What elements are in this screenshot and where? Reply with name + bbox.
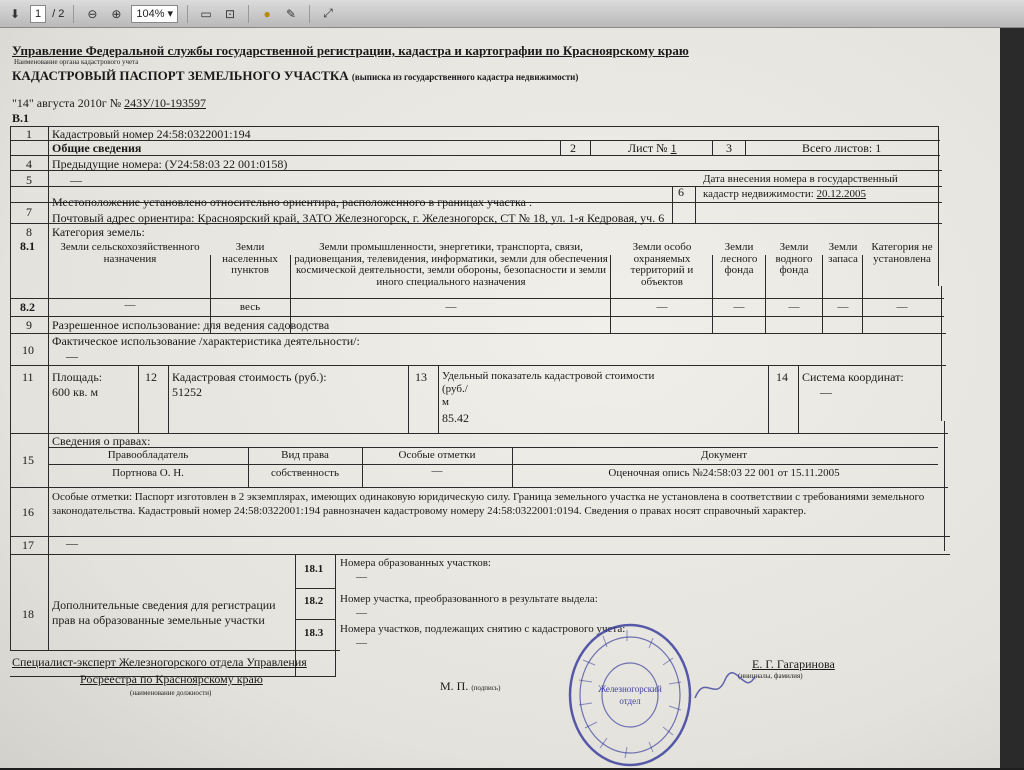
deregistered-plots-label: Номера участков, подлежащих снятию с кадастрового учета: [340, 623, 626, 635]
toolbar-divider [309, 5, 310, 23]
document-page [0, 28, 1000, 768]
signer-position: Специалист-эксперт Железногорского отдела Управления [12, 655, 307, 669]
zoom-level: 104% [136, 7, 165, 20]
grid-line [362, 447, 363, 487]
signer-name: Е. Г. Гагаринова [752, 657, 835, 671]
toolbar-divider [187, 5, 188, 23]
row-number: 17 [22, 538, 34, 552]
grid-line [10, 126, 11, 650]
page-current: 1 [35, 7, 42, 20]
grid-line [248, 447, 249, 487]
sheet-box-2: 2 [570, 141, 576, 155]
org-name: Управление Федеральной службы государственной регистрации, кадастра и картографии по Красноярскому краю [12, 43, 689, 58]
rights-header: Особые отметки [398, 449, 476, 461]
area-value: 600 кв. м [52, 385, 99, 399]
grid-line [745, 140, 746, 155]
plus-icon[interactable]: ⊕ [111, 6, 122, 21]
row-number: 13 [415, 370, 427, 384]
window-edge [1000, 28, 1024, 768]
grid-line [10, 433, 948, 434]
cadastral-number: Кадастровый номер 24:58:0322001:194 [52, 127, 251, 141]
category-header: Земли населенных пунктов [222, 241, 278, 277]
issue-date: "14" августа 2010г № 243У/10-193597 [12, 96, 206, 110]
rights-header: Вид права [281, 449, 329, 461]
row17-value: — [66, 536, 78, 550]
grid-line [798, 365, 799, 433]
additional-info-label: Дополнительные сведения для регистрации прав на образованные земельные участки [52, 598, 276, 627]
special-notes: Особые отметки: Паспорт изготовлен в 2 экземплярах, имеющих одинаковую юридическую силу. Граница земельного участка не установлена в соответствии с требованиями земельного законодательства. Кадастровый номер 24:58:0322001:194 равнозначен кадастровому номеру 24:58:0322001:0194. Сведения о правах носят справочный характер. [52, 491, 925, 518]
row-number: 8.1 [20, 239, 35, 253]
arrow-down-icon[interactable]: ⬇ [9, 6, 21, 21]
row-number: 8 [26, 225, 32, 239]
row-number: 18.3 [304, 627, 324, 639]
grid-line [712, 140, 713, 155]
grid-line [590, 140, 591, 155]
grid-line [10, 186, 942, 187]
row-number: 16 [22, 505, 34, 519]
fit-page-icon[interactable]: ▭ [200, 6, 212, 21]
highlight-icon[interactable]: ✎ [286, 6, 297, 21]
row-number: 5 [26, 173, 32, 187]
registry-date: кадастр недвижимости: 20.12.2005 [703, 188, 867, 200]
grid-line [48, 126, 49, 650]
rights-header: Правообладатель [107, 449, 189, 461]
rights-header: Документ [700, 449, 748, 461]
document-title: КАДАСТРОВЫЙ ПАСПОРТ ЗЕМЕЛЬНОГО УЧАСТКА (выписка из государственного кадастра недвижимости) [12, 68, 579, 83]
allocated-plot-value: — [356, 607, 367, 619]
fit-width-icon[interactable]: ⊡ [225, 6, 236, 21]
row-number: 11 [22, 370, 34, 384]
grid-line [862, 255, 863, 333]
rights-value: Портнова О. Н. [112, 467, 184, 479]
toolbar-divider [73, 5, 74, 23]
category-header: Земли запаса [828, 241, 858, 265]
category-header: Земли сельскохозяйственного назначения [60, 241, 200, 265]
comment-icon[interactable]: ● [263, 6, 271, 21]
row-number: 18.1 [304, 563, 324, 575]
sheets-total: Всего листов: 1 [802, 141, 882, 155]
category-header: Земли особо охраняемых территорий и объектов [630, 241, 694, 288]
specific-value-unit-m: м [442, 396, 449, 408]
category-value: — [733, 301, 745, 313]
grid-line [768, 365, 769, 433]
category-value: — [837, 301, 849, 313]
grid-line [168, 365, 169, 433]
allocated-plot-label: Номер участка, преобразованного в результате выдела: [340, 593, 598, 605]
cadastral-passport [0, 28, 1000, 768]
coordinate-system-value: — [820, 385, 832, 399]
grid-line [295, 619, 335, 620]
row-number: 18 [22, 607, 34, 621]
row-number: 8.2 [20, 300, 35, 314]
signature [690, 668, 760, 708]
grid-line [941, 286, 942, 421]
grid-line [10, 298, 944, 299]
stamp-text: отдел [619, 696, 641, 706]
category-value: — [124, 299, 136, 311]
row5-value: — [70, 173, 82, 187]
grid-line [48, 447, 938, 448]
row-number: 6 [678, 185, 684, 199]
grid-line [765, 255, 766, 333]
actual-use: Фактическое использование /характеристика деятельности/: [52, 334, 360, 348]
row-number: 9 [26, 318, 32, 332]
grid-line [10, 554, 950, 555]
grid-line [10, 536, 950, 537]
sheet-number: Лист № 1 [628, 141, 677, 155]
cadastral-value-label: Кадастровая стоимость (руб.): [172, 370, 327, 384]
grid-line [138, 365, 139, 433]
pdf-viewer-toolbar [0, 0, 1024, 28]
postal-address: Почтовый адрес ориентира: Красноярский край, ЗАТО Железногорск, г. Железногорск, СТ № 18, ул. 1-я Кедровая, уч. 6 [52, 211, 665, 225]
grid-line [672, 186, 673, 223]
registry-date-label: Дата внесения номера в государственный [703, 173, 898, 185]
rights-value: собственность [271, 467, 339, 479]
official-stamp [565, 620, 695, 770]
grid-line [944, 421, 945, 551]
stamp-text: Железногорский [598, 684, 662, 694]
page-number-input[interactable] [30, 5, 46, 23]
grid-line [512, 447, 513, 487]
specific-value-label: Удельный показатель кадастровой стоимости [442, 370, 655, 382]
category-header: Земли промышленности, энергетики, транспорта, связи, радиовещания, телевидения, информатики, земли для обеспечения космической деятельности, земли обороны, безопасности и земли иного специального назначения [294, 241, 608, 288]
rights-value: — [431, 465, 443, 477]
minus-icon[interactable]: ⊖ [87, 6, 98, 21]
permitted-use: Разрешенное использование: для ведения садоводства [52, 318, 330, 332]
row-number: 18.2 [304, 595, 324, 607]
category-value: — [656, 301, 668, 313]
specific-value-unit: (руб./ [442, 383, 468, 395]
grid-line [10, 155, 940, 156]
rights-value: Оценочная опись №24:58:03 22 001 от 15.11.2005 [608, 467, 840, 479]
page-total: / 2 [52, 7, 65, 20]
category-value: — [445, 301, 457, 313]
row-number: 7 [26, 205, 32, 219]
formed-plots-value: — [356, 571, 367, 583]
row-number: 14 [776, 370, 788, 384]
general-info-heading: Общие сведения [52, 141, 142, 155]
row-number: 10 [22, 343, 34, 357]
row-number: 12 [145, 370, 157, 384]
specific-value: 85.42 [442, 411, 469, 425]
grid-line [695, 186, 696, 223]
fullscreen-icon[interactable]: ⤢ [323, 6, 333, 20]
previous-numbers: Предыдущие номера: (У24:58:03 22 001:0158) [52, 157, 288, 171]
grid-line [560, 140, 561, 155]
location-text: Местоположение установлено относительно ориентира, расположенного в границах участка . [52, 195, 532, 209]
sheet-box-3: 3 [726, 141, 732, 155]
coordinate-system-label: Система координат: [802, 370, 904, 384]
name-caption: (инициалы, фамилия) [738, 672, 803, 680]
toolbar-divider [248, 5, 249, 23]
grid-line [48, 464, 938, 465]
section-label: В.1 [12, 111, 30, 125]
seal-place: М. П. (подпись) [440, 679, 501, 693]
grid-line [295, 588, 335, 589]
formed-plots-label: Номера образованных участков: [340, 557, 491, 569]
deregistered-plots-value: — [356, 637, 367, 649]
grid-line [822, 255, 823, 333]
category-value: — [788, 301, 800, 313]
grid-line [10, 650, 340, 651]
actual-use-value: — [66, 349, 78, 363]
cadastral-value: 51252 [172, 385, 202, 399]
grid-line [10, 487, 948, 488]
category-header: Земли лесного фонда [720, 241, 758, 277]
grid-line [438, 365, 439, 433]
grid-line [335, 554, 336, 676]
rights-label: Сведения о правах: [52, 434, 151, 448]
area-label: Площадь: [52, 370, 103, 384]
row-number: 4 [26, 157, 32, 171]
category-value: весь [239, 301, 261, 313]
land-category-label: Категория земель: [52, 225, 145, 239]
org-caption: Наименование органа кадастрового учета [14, 58, 139, 66]
category-value: — [896, 301, 908, 313]
grid-line [10, 365, 946, 366]
grid-line [712, 255, 713, 333]
category-header: Земли водного фонда [775, 241, 813, 277]
grid-line [610, 255, 611, 333]
signer-position-2: Росреестра по Красноярскому краю [80, 672, 263, 686]
position-caption: (наименование должности) [130, 689, 212, 697]
row-number: 15 [22, 453, 34, 467]
row-number: 1 [26, 127, 32, 141]
category-header: Категория не установлена [871, 241, 933, 265]
grid-line [408, 365, 409, 433]
grid-line [10, 316, 944, 317]
zoom-select[interactable]: 104% ▾ [131, 5, 178, 23]
